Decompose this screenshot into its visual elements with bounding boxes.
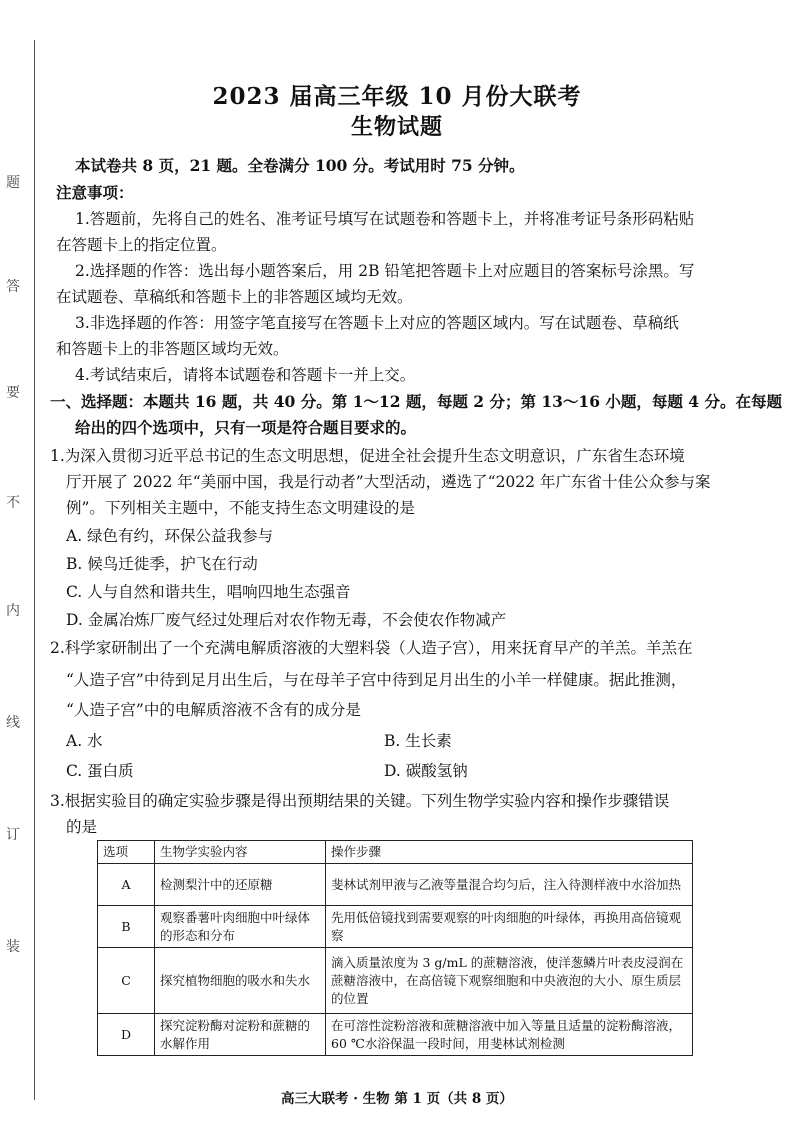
note-line: 4.考试结束后，请将本试题卷和答题卡一并上交。 xyxy=(75,366,416,384)
note-line: 1.答题前，先将自己的姓名、准考证号填写在试题卷和答题卡上，并将准考证号条形码粘贴 xyxy=(75,210,695,228)
steps-cell: 在可溶性淀粉溶液和蔗糖溶液中加入等量且适量的淀粉酶溶液，60 ℃水浴保温一段时间，用斐林试剂检测 xyxy=(326,1014,693,1056)
seal-glyph: 线 xyxy=(6,715,20,731)
q2-option-a: A. 水 xyxy=(66,732,103,750)
question-1-stem: 例”。下列相关主题中，不能支持生态文明建设的是 xyxy=(66,499,415,517)
seal-glyph: 内 xyxy=(6,603,20,619)
q2-option-c: C. 蛋白质 xyxy=(66,762,134,780)
note-line: 在答题卡上的指定位置。 xyxy=(56,236,227,254)
q1-option-b: B. 候鸟迁徙季，护飞在行动 xyxy=(66,555,258,573)
question-2-stem: 2.科学家研制出了一个充满电解质溶液的大塑料袋（人造子宫），用来抚育早产的羊羔。羊羔在 xyxy=(50,639,693,657)
note-line: 和答题卡上的非答题区域均无效。 xyxy=(56,340,289,358)
table-header: 操作步骤 xyxy=(326,841,693,864)
question-2-stem: “人造子宫”中待到足月出生后，与在母羊子宫中待到足月出生的小羊一样健康。据此推测， xyxy=(66,671,687,689)
note-line: 3.非选择题的作答：用签字笔直接写在答题卡上对应的答题区域内。写在试题卷、草稿纸 xyxy=(75,314,679,332)
seal-glyph: 题 xyxy=(6,175,20,191)
option-cell: A xyxy=(98,864,155,906)
note-line: 在试题卷、草稿纸和答题卡上的非答题区域均无效。 xyxy=(56,288,413,306)
seal-glyph: 要 xyxy=(6,385,20,401)
section-heading-cont: 给出的四个选项中，只有一项是符合题目要求的。 xyxy=(75,418,417,437)
seal-glyph: 不 xyxy=(6,495,20,511)
table-row xyxy=(98,864,693,906)
page-footer: 高三大联考 · 生物 第 1 页（共 8 页） xyxy=(281,1091,513,1107)
q1-option-d: D. 金属冶炼厂废气经过处理后对农作物无毒，不会使农作物减产 xyxy=(66,611,507,629)
option-cell: C xyxy=(98,948,155,1014)
experiment-table xyxy=(97,840,693,1056)
table-row xyxy=(98,948,693,1014)
q1-option-c: C. 人与自然和谐共生，唱响四地生态强音 xyxy=(66,583,351,601)
page-title: 2023 届高三年级 10 月份大联考 xyxy=(212,83,582,110)
steps-cell: 斐林试剂甲液与乙液等量混合均匀后，注入待测样液中水浴加热 xyxy=(326,864,693,906)
question-1-stem: 厅开展了 2022 年“美丽中国，我是行动者”大型活动，遴选了“2022 年广东省十佳公众参与案 xyxy=(66,473,711,491)
content-cell: 检测梨汁中的还原糖 xyxy=(155,864,326,906)
question-2-stem: “人造子宫”中的电解质溶液不含有的成分是 xyxy=(66,701,361,719)
seal-glyph: 订 xyxy=(6,827,20,843)
exam-intro: 本试卷共 8 页，21 题。全卷满分 100 分。考试用时 75 分钟。 xyxy=(75,156,525,175)
content-cell: 探究淀粉酶对淀粉和蔗糖的水解作用 xyxy=(155,1014,326,1056)
section-heading: 一、选择题：本题共 16 题，共 40 分。第 1～12 题，每题 2 分；第 13～16 小题，每题 4 分。在每题 xyxy=(50,392,782,411)
note-line: 2.选择题的作答：选出每小题答案后，用 2B 铅笔把答题卡上对应题目的答案标号涂黑。写 xyxy=(75,262,695,280)
table-header: 选项 xyxy=(98,841,155,864)
table-row xyxy=(98,906,693,948)
question-3-stem: 的是 xyxy=(66,818,98,836)
option-cell: B xyxy=(98,906,155,948)
binding-line xyxy=(34,40,35,1100)
option-cell: D xyxy=(98,1014,155,1056)
seal-line-text xyxy=(6,160,30,1060)
question-1-stem: 1.为深入贯彻习近平总书记的生态文明思想，促进全社会提升生态文明意识，广东省生态环境 xyxy=(50,447,685,465)
steps-cell: 滴入质量浓度为 3 g/mL 的蔗糖溶液，使洋葱鳞片叶表皮浸润在蔗糖溶液中，在高倍镜下观察细胞和中央液泡的大小、原生质层的位置 xyxy=(326,948,693,1014)
q2-option-b: B. 生长素 xyxy=(384,732,452,750)
page-subtitle: 生物试题 xyxy=(350,114,443,140)
q1-option-a: A. 绿色有约，环保公益我参与 xyxy=(66,527,274,545)
q2-option-d: D. 碳酸氢钠 xyxy=(384,762,468,780)
table-row xyxy=(98,1014,693,1056)
seal-glyph: 答 xyxy=(6,279,20,295)
table-header: 生物学实验内容 xyxy=(155,841,326,864)
table-header-row xyxy=(98,841,693,864)
question-3-stem: 3.根据实验目的确定实验步骤是得出预期结果的关键。下列生物学实验内容和操作步骤错误 xyxy=(50,792,670,810)
steps-cell: 先用低倍镜找到需要观察的叶肉细胞的叶绿体，再换用高倍镜观察 xyxy=(326,906,693,948)
content-cell: 观察番薯叶肉细胞中叶绿体的形态和分布 xyxy=(155,906,326,948)
seal-glyph: 装 xyxy=(6,939,20,955)
content-cell: 探究植物细胞的吸水和失水 xyxy=(155,948,326,1014)
notes-heading: 注意事项： xyxy=(56,183,134,202)
